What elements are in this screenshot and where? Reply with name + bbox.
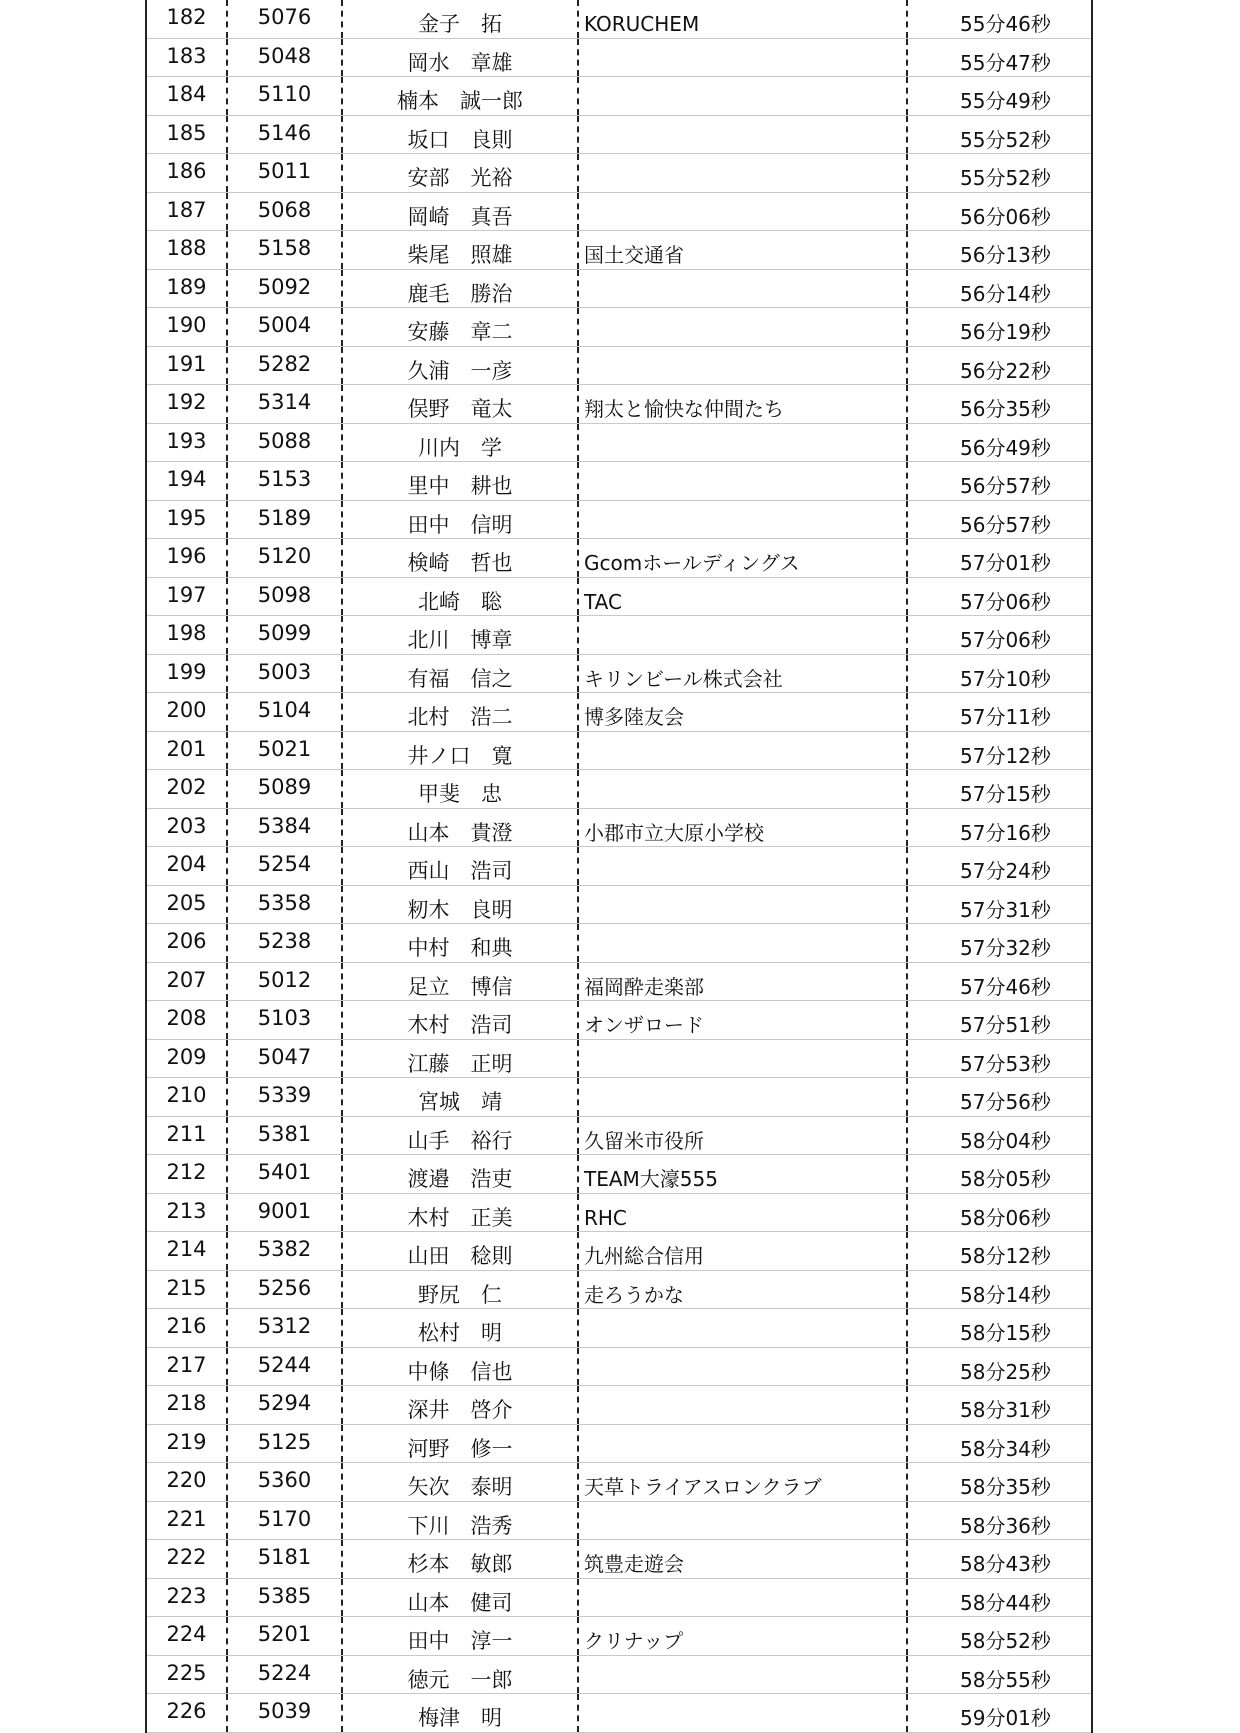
- rank-cell: 212: [147, 1155, 228, 1193]
- bib-number-cell: 5401: [228, 1155, 343, 1193]
- table-row: [147, 308, 1091, 347]
- finish-time-cell: 58分44秒: [960, 1590, 1051, 1615]
- rank-cell: 203: [147, 809, 228, 847]
- rank-cell: 197: [147, 578, 228, 616]
- rank-cell: 216: [147, 1309, 228, 1347]
- bib-number-cell: 5256: [228, 1271, 343, 1309]
- finish-time-cell: 55分52秒: [960, 166, 1051, 190]
- table-row: [147, 462, 1091, 501]
- bib-number-cell: 5076: [228, 0, 343, 38]
- table-row: [147, 1155, 1091, 1194]
- rank-cell: 190: [147, 308, 228, 346]
- runner-name-cell: 徳元 一郎: [343, 1656, 579, 1694]
- runner-name-cell: 山本 貴澄: [343, 809, 579, 847]
- runner-name-cell: 河野 修一: [343, 1425, 579, 1463]
- bib-number-cell: 5003: [228, 655, 343, 693]
- runner-name-cell: 安藤 章二: [343, 308, 579, 346]
- runner-name-cell: 北村 浩二: [343, 693, 579, 731]
- finish-time-cell: 58分12秒: [960, 1244, 1051, 1268]
- runner-name-cell: 俣野 竜太: [343, 385, 579, 423]
- team-cell: [579, 1502, 908, 1540]
- table-row: [147, 924, 1091, 963]
- finish-time-cell: 58分35秒: [960, 1475, 1051, 1499]
- rank-cell: 208: [147, 1001, 228, 1039]
- team-cell: [579, 1386, 908, 1424]
- runner-name-cell: 北崎 聡: [343, 578, 579, 616]
- team-cell: [579, 347, 908, 385]
- rank-cell: 199: [147, 655, 228, 693]
- runner-name-cell: 楠本 誠一郎: [343, 77, 579, 115]
- bib-number-cell: 9001: [228, 1194, 343, 1232]
- runner-name-cell: 江藤 正明: [343, 1040, 579, 1078]
- team-cell: [579, 1348, 908, 1386]
- finish-time-cell: 58分31秒: [960, 1398, 1051, 1422]
- finish-time-cell: 57分53秒: [960, 1051, 1051, 1076]
- team-cell: TEAM大濠555: [579, 1155, 908, 1193]
- bib-number-cell: 5189: [228, 501, 343, 539]
- rank-cell: 188: [147, 231, 228, 269]
- table-row: [147, 385, 1091, 424]
- runner-name-cell: 甲斐 忠: [343, 770, 579, 808]
- bib-number-cell: 5039: [228, 1694, 343, 1732]
- rank-cell: 225: [147, 1656, 228, 1694]
- bib-number-cell: 5170: [228, 1502, 343, 1540]
- runner-name-cell: 杉本 敏郎: [343, 1540, 579, 1578]
- finish-time-cell: 57分06秒: [960, 628, 1051, 652]
- table-row: [147, 1579, 1091, 1618]
- table-row: [147, 1309, 1091, 1348]
- table-row: [147, 578, 1091, 617]
- rank-cell: 210: [147, 1078, 228, 1116]
- runner-name-cell: 渡邉 浩吏: [343, 1155, 579, 1193]
- finish-time-cell: 57分11秒: [960, 705, 1051, 729]
- team-cell: 国土交通省: [579, 231, 908, 269]
- runner-name-cell: 岡水 章雄: [343, 39, 579, 77]
- table-row: [147, 1540, 1091, 1579]
- finish-time-cell: 58分25秒: [960, 1359, 1051, 1384]
- rank-cell: 218: [147, 1386, 228, 1424]
- table-row: [147, 1425, 1091, 1464]
- rank-cell: 192: [147, 385, 228, 423]
- table-row: [147, 1386, 1091, 1425]
- team-cell: Gcomホールディングス: [579, 539, 908, 577]
- finish-time-cell: 55分47秒: [960, 50, 1051, 75]
- table-row: [147, 347, 1091, 386]
- rank-cell: 189: [147, 270, 228, 308]
- rank-cell: 194: [147, 462, 228, 500]
- runner-name-cell: 安部 光裕: [343, 154, 579, 192]
- rank-cell: 193: [147, 424, 228, 462]
- runner-name-cell: 足立 博信: [343, 963, 579, 1001]
- bib-number-cell: 5089: [228, 770, 343, 808]
- finish-time-cell: 57分32秒: [960, 936, 1051, 960]
- rank-cell: 214: [147, 1232, 228, 1270]
- table-row: [147, 1348, 1091, 1387]
- rank-cell: 223: [147, 1579, 228, 1617]
- table-row: [147, 616, 1091, 655]
- runner-name-cell: 里中 耕也: [343, 462, 579, 500]
- runner-name-cell: 坂口 良則: [343, 116, 579, 154]
- runner-name-cell: 木村 正美: [343, 1194, 579, 1232]
- table-row: [147, 1040, 1091, 1079]
- finish-time-cell: 57分16秒: [960, 820, 1051, 845]
- finish-time-cell: 57分31秒: [960, 897, 1051, 922]
- rank-cell: 204: [147, 847, 228, 885]
- bib-number-cell: 5158: [228, 231, 343, 269]
- team-cell: RHC: [579, 1194, 908, 1232]
- table-row: [147, 809, 1091, 848]
- runner-name-cell: 木村 浩司: [343, 1001, 579, 1039]
- table-row: [147, 1463, 1091, 1502]
- bib-number-cell: 5068: [228, 193, 343, 231]
- table-row: [147, 963, 1091, 1002]
- table-row: [147, 847, 1091, 886]
- table-row: [147, 1078, 1091, 1117]
- team-cell: [579, 501, 908, 539]
- table-row: [147, 1656, 1091, 1695]
- runner-name-cell: 下川 浩秀: [343, 1502, 579, 1540]
- runner-name-cell: 川内 学: [343, 424, 579, 462]
- rank-cell: 221: [147, 1502, 228, 1540]
- runner-name-cell: 田中 淳一: [343, 1617, 579, 1655]
- team-cell: 小郡市立大原小学校: [579, 809, 908, 847]
- bib-number-cell: 5012: [228, 963, 343, 1001]
- team-cell: [579, 308, 908, 346]
- finish-time-cell: 56分14秒: [960, 281, 1051, 306]
- table-row: [147, 1617, 1091, 1656]
- bib-number-cell: 5381: [228, 1117, 343, 1155]
- finish-time-cell: 57分06秒: [960, 589, 1051, 614]
- bib-number-cell: 5021: [228, 732, 343, 770]
- runner-name-cell: 井ノ口 寛: [343, 732, 579, 770]
- finish-time-cell: 58分34秒: [960, 1436, 1051, 1461]
- table-row: [147, 231, 1091, 270]
- team-cell: 走ろうかな: [579, 1271, 908, 1309]
- team-cell: [579, 462, 908, 500]
- table-row: [147, 116, 1091, 155]
- runner-name-cell: 梅津 明: [343, 1694, 579, 1732]
- bib-number-cell: 5339: [228, 1078, 343, 1116]
- runner-name-cell: 宮城 靖: [343, 1078, 579, 1116]
- table-row: [147, 270, 1091, 309]
- team-cell: オンザロード: [579, 1001, 908, 1039]
- runner-name-cell: 久浦 一彦: [343, 347, 579, 385]
- rank-cell: 191: [147, 347, 228, 385]
- bib-number-cell: 5384: [228, 809, 343, 847]
- finish-time-cell: 58分05秒: [960, 1167, 1051, 1191]
- rank-cell: 183: [147, 39, 228, 77]
- team-cell: [579, 847, 908, 885]
- finish-time-cell: 57分01秒: [960, 551, 1051, 575]
- table-row: [147, 770, 1091, 809]
- team-cell: 翔太と愉快な仲間たち: [579, 385, 908, 423]
- rank-cell: 220: [147, 1463, 228, 1501]
- runner-name-cell: 中村 和典: [343, 924, 579, 962]
- rank-cell: 215: [147, 1271, 228, 1309]
- runner-name-cell: 山本 健司: [343, 1579, 579, 1617]
- team-cell: [579, 1040, 908, 1078]
- bib-number-cell: 5314: [228, 385, 343, 423]
- rank-cell: 202: [147, 770, 228, 808]
- finish-time-cell: 55分49秒: [960, 89, 1051, 113]
- bib-number-cell: 5103: [228, 1001, 343, 1039]
- runner-name-cell: 矢次 泰明: [343, 1463, 579, 1501]
- team-cell: 博多陸友会: [579, 693, 908, 731]
- finish-time-cell: 58分04秒: [960, 1128, 1051, 1153]
- table-row: [147, 539, 1091, 578]
- runner-name-cell: 鹿毛 勝治: [343, 270, 579, 308]
- finish-time-cell: 56分19秒: [960, 320, 1051, 344]
- table-row: [147, 193, 1091, 232]
- rank-cell: 224: [147, 1617, 228, 1655]
- rank-cell: 209: [147, 1040, 228, 1078]
- runner-name-cell: 西山 浩司: [343, 847, 579, 885]
- team-cell: 筑豊走遊会: [579, 1540, 908, 1578]
- rank-cell: 205: [147, 886, 228, 924]
- table-row: [147, 1232, 1091, 1271]
- rank-cell: 219: [147, 1425, 228, 1463]
- team-cell: [579, 116, 908, 154]
- team-cell: [579, 1425, 908, 1463]
- team-cell: [579, 732, 908, 770]
- table-row: [147, 39, 1091, 78]
- finish-time-cell: 56分49秒: [960, 435, 1051, 460]
- finish-time-cell: 56分57秒: [960, 512, 1051, 537]
- bib-number-cell: 5088: [228, 424, 343, 462]
- table-row: [147, 424, 1091, 463]
- table-row: [147, 1502, 1091, 1541]
- rank-cell: 200: [147, 693, 228, 731]
- bib-number-cell: 5238: [228, 924, 343, 962]
- runner-name-cell: 籾木 良明: [343, 886, 579, 924]
- bib-number-cell: 5382: [228, 1232, 343, 1270]
- rank-cell: 184: [147, 77, 228, 115]
- table-row: [147, 1194, 1091, 1233]
- rank-cell: 195: [147, 501, 228, 539]
- bib-number-cell: 5092: [228, 270, 343, 308]
- finish-time-cell: 58分52秒: [960, 1629, 1051, 1653]
- finish-time-cell: 58分36秒: [960, 1513, 1051, 1538]
- bib-number-cell: 5146: [228, 116, 343, 154]
- team-cell: [579, 193, 908, 231]
- team-cell: TAC: [579, 578, 908, 616]
- finish-time-cell: 55分46秒: [960, 12, 1051, 36]
- table-row: [147, 0, 1091, 39]
- rank-cell: 185: [147, 116, 228, 154]
- finish-time-cell: 55分52秒: [960, 127, 1051, 152]
- runner-name-cell: 検崎 哲也: [343, 539, 579, 577]
- team-cell: [579, 924, 908, 962]
- team-cell: [579, 886, 908, 924]
- finish-time-cell: 56分22秒: [960, 358, 1051, 383]
- runner-name-cell: 深井 啓介: [343, 1386, 579, 1424]
- bib-number-cell: 5047: [228, 1040, 343, 1078]
- table-row: [147, 1271, 1091, 1310]
- team-cell: [579, 1309, 908, 1347]
- finish-time-cell: 58分55秒: [960, 1667, 1051, 1692]
- bib-number-cell: 5201: [228, 1617, 343, 1655]
- bib-number-cell: 5224: [228, 1656, 343, 1694]
- runner-name-cell: 岡崎 真吾: [343, 193, 579, 231]
- table-row: [147, 154, 1091, 193]
- team-cell: [579, 1078, 908, 1116]
- rank-cell: 182: [147, 0, 228, 38]
- bib-number-cell: 5048: [228, 39, 343, 77]
- team-cell: [579, 270, 908, 308]
- bib-number-cell: 5385: [228, 1579, 343, 1617]
- finish-time-cell: 58分15秒: [960, 1321, 1051, 1345]
- team-cell: [579, 424, 908, 462]
- runner-name-cell: 柴尾 照雄: [343, 231, 579, 269]
- bib-number-cell: 5098: [228, 578, 343, 616]
- rank-cell: 207: [147, 963, 228, 1001]
- table-row: [147, 501, 1091, 540]
- table-row: [147, 886, 1091, 925]
- finish-time-cell: 57分56秒: [960, 1090, 1051, 1114]
- runner-name-cell: 松村 明: [343, 1309, 579, 1347]
- rank-cell: 198: [147, 616, 228, 654]
- finish-time-cell: 58分14秒: [960, 1282, 1051, 1307]
- team-cell: クリナップ: [579, 1617, 908, 1655]
- runner-name-cell: 北川 博章: [343, 616, 579, 654]
- runner-name-cell: 田中 信明: [343, 501, 579, 539]
- team-cell: [579, 616, 908, 654]
- bib-number-cell: 5358: [228, 886, 343, 924]
- runner-name-cell: 山手 裕行: [343, 1117, 579, 1155]
- runner-name-cell: 山田 稔則: [343, 1232, 579, 1270]
- table-row: [147, 1117, 1091, 1156]
- runner-name-cell: 金子 拓: [343, 0, 579, 38]
- bib-number-cell: 5294: [228, 1386, 343, 1424]
- finish-time-cell: 57分15秒: [960, 782, 1051, 806]
- finish-time-cell: 58分06秒: [960, 1205, 1051, 1230]
- bib-number-cell: 5011: [228, 154, 343, 192]
- bib-number-cell: 5120: [228, 539, 343, 577]
- rank-cell: 187: [147, 193, 228, 231]
- rank-cell: 211: [147, 1117, 228, 1155]
- rank-cell: 213: [147, 1194, 228, 1232]
- rank-cell: 206: [147, 924, 228, 962]
- table-row: [147, 1694, 1091, 1733]
- finish-time-cell: 57分12秒: [960, 743, 1051, 768]
- team-cell: [579, 39, 908, 77]
- team-cell: キリンビール株式会社: [579, 655, 908, 693]
- finish-time-cell: 56分57秒: [960, 474, 1051, 498]
- rank-cell: 222: [147, 1540, 228, 1578]
- bib-number-cell: 5099: [228, 616, 343, 654]
- team-cell: 天草トライアスロンクラブ: [579, 1463, 908, 1501]
- finish-time-cell: 56分35秒: [960, 397, 1051, 421]
- bib-number-cell: 5254: [228, 847, 343, 885]
- team-cell: [579, 1656, 908, 1694]
- finish-time-cell: 57分24秒: [960, 859, 1051, 883]
- team-cell: 福岡酔走楽部: [579, 963, 908, 1001]
- table-row: [147, 1001, 1091, 1040]
- bib-number-cell: 5360: [228, 1463, 343, 1501]
- bib-number-cell: 5181: [228, 1540, 343, 1578]
- finish-time-cell: 57分46秒: [960, 974, 1051, 999]
- finish-time-cell: 57分10秒: [960, 666, 1051, 691]
- bib-number-cell: 5282: [228, 347, 343, 385]
- results-table: [145, 0, 1093, 1733]
- runner-name-cell: 有福 信之: [343, 655, 579, 693]
- rank-cell: 201: [147, 732, 228, 770]
- bib-number-cell: 5244: [228, 1348, 343, 1386]
- table-row: [147, 655, 1091, 694]
- finish-time-cell: 56分13秒: [960, 243, 1051, 267]
- rank-cell: 217: [147, 1348, 228, 1386]
- table-row: [147, 77, 1091, 116]
- team-cell: KORUCHEM: [579, 0, 908, 38]
- finish-time-cell: 59分01秒: [960, 1706, 1051, 1730]
- runner-name-cell: 野尻 仁: [343, 1271, 579, 1309]
- bib-number-cell: 5004: [228, 308, 343, 346]
- finish-time-cell: 57分51秒: [960, 1013, 1051, 1037]
- team-cell: [579, 770, 908, 808]
- team-cell: [579, 1694, 908, 1732]
- rank-cell: 186: [147, 154, 228, 192]
- table-row: [147, 732, 1091, 771]
- runner-name-cell: 中條 信也: [343, 1348, 579, 1386]
- bib-number-cell: 5153: [228, 462, 343, 500]
- rank-cell: 196: [147, 539, 228, 577]
- table-row: [147, 693, 1091, 732]
- finish-time-cell: 58分43秒: [960, 1552, 1051, 1576]
- team-cell: [579, 1579, 908, 1617]
- team-cell: 九州総合信用: [579, 1232, 908, 1270]
- bib-number-cell: 5125: [228, 1425, 343, 1463]
- rank-cell: 226: [147, 1694, 228, 1732]
- team-cell: [579, 77, 908, 115]
- bib-number-cell: 5312: [228, 1309, 343, 1347]
- bib-number-cell: 5110: [228, 77, 343, 115]
- team-cell: 久留米市役所: [579, 1117, 908, 1155]
- bib-number-cell: 5104: [228, 693, 343, 731]
- finish-time-cell: 56分06秒: [960, 204, 1051, 229]
- team-cell: [579, 154, 908, 192]
